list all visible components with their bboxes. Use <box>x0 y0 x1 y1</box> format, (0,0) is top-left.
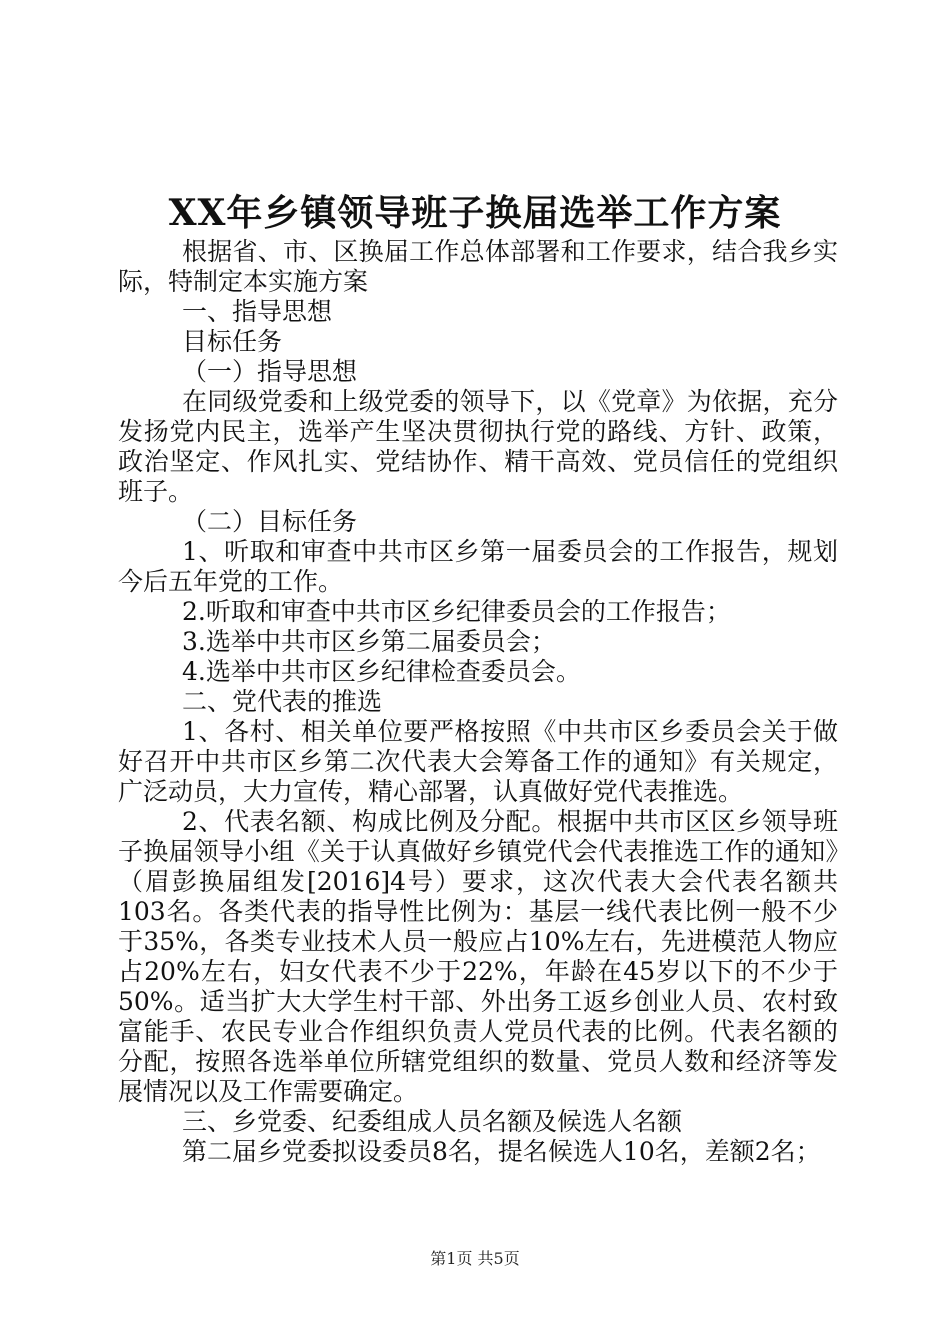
subheading-guiding-thought: （一）指导思想 <box>182 357 358 386</box>
paragraph-delegate-1: 1、各村、相关单位要严格按照《中共市区乡委员会关于做好召开中共市区乡第二次代表大会筹备工作的通知》有关规定，广泛动员，大力宣传，精心部署，认真做好党代表推选。 <box>118 717 838 806</box>
document-body <box>118 237 838 1167</box>
list-item-task-2: 2.听取和审查中共市区乡纪律委员会的工作报告； <box>182 597 731 626</box>
document-title: XX年乡镇领导班子换届选举工作方案 <box>168 192 782 234</box>
heading-committee-members: 三、乡党委、纪委组成人员名额及候选人名额 <box>182 1107 683 1136</box>
list-item-task-3: 3.选举中共市区乡第二届委员会； <box>182 627 556 656</box>
paragraph-delegate-2: 2、代表名额、构成比例及分配。根据中共市区区乡领导班子换届领导小组《关于认真做好乡镇党代会代表推选工作的通知》（眉彭换届组发[2016]4号）要求，这次代表大会代表名额共103名。各类代表的指导性比例为：基层一线代表比例一般不少于35%，各类专业技术人员一般应占10%左右，先进模范人物应占20%左右，妇女代表不少于22%，年龄在45岁以下的不少于50%。适当扩大大学生村干部、外出务工返乡创业人员、农村致富能手、农民专业合作组织负责人党员代表的比例。代表名额的分配，按照各选举单位所辖党组织的数量、党员人数和经济等发展情况以及工作需要确定。 <box>118 807 838 1106</box>
heading-delegate-election: 二、党代表的推选 <box>182 687 383 716</box>
paragraph-guiding-thought: 在同级党委和上级党委的领导下，以《党章》为依据，充分发扬党内民主，选举产生坚决贯彻执行党的路线、方针、政策，政治坚定、作风扎实、党结协作、精干高效、党员信任的党组织班子。 <box>118 387 838 506</box>
subheading-target-tasks: （二）目标任务 <box>182 507 358 536</box>
list-item-task-4: 4.选举中共市区乡纪律检查委员会。 <box>182 657 581 686</box>
heading-guiding-thought: 一、指导思想 <box>182 297 333 326</box>
paragraph-intro: 根据省、市、区换届工作总体部署和工作要求，结合我乡实际，特制定本实施方案 <box>118 237 838 296</box>
list-item-task-1: 1、听取和审查中共市区乡第一届委员会的工作报告，规划今后五年党的工作。 <box>118 537 838 596</box>
page-footer: 第1页 共5页 <box>430 1249 520 1268</box>
heading-target-tasks: 目标任务 <box>182 327 283 356</box>
paragraph-committee-members: 第二届乡党委拟设委员8名，提名候选人10名，差额2名； <box>182 1137 821 1166</box>
